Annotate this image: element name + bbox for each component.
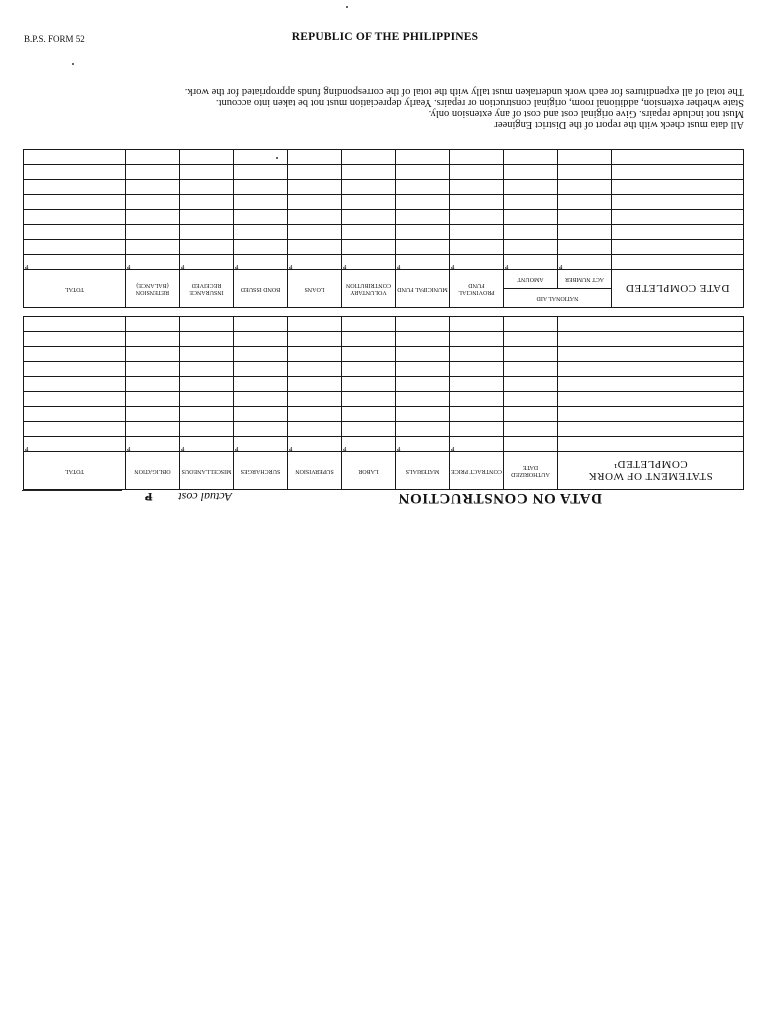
national-aid-header: NATIONAL AID (503, 289, 611, 308)
table-cell (395, 225, 449, 240)
table-cell (395, 195, 449, 210)
table-row (23, 210, 743, 225)
table-cell (558, 437, 744, 452)
peso-cell: ₱ (450, 437, 504, 452)
form-notes (24, 86, 744, 130)
table-row (24, 377, 744, 392)
table-row (24, 437, 744, 452)
table-cell (126, 377, 180, 392)
peso-cell: ₱ (287, 255, 341, 270)
table-cell (180, 392, 234, 407)
table-cell (179, 165, 233, 180)
table-cell (180, 347, 234, 362)
table-cell (125, 210, 179, 225)
table-cell (180, 422, 234, 437)
col-total: TOTAL (24, 452, 126, 490)
table-cell (287, 225, 341, 240)
table-cell (395, 210, 449, 225)
table-cell (504, 407, 558, 422)
peso-cell: ₱ (395, 255, 449, 270)
table-cell (125, 225, 179, 240)
table-cell (341, 225, 395, 240)
table-cell (179, 150, 233, 165)
peso-cell: ₱ (558, 255, 612, 270)
table-cell (234, 317, 288, 332)
table-cell (449, 165, 503, 180)
table-cell (234, 332, 288, 347)
table-cell (233, 150, 287, 165)
peso-cell: ₱ (23, 255, 125, 270)
table-cell (288, 317, 342, 332)
table-cell (450, 317, 504, 332)
table-row (23, 150, 743, 165)
table-cell (126, 332, 180, 347)
table-cell (449, 210, 503, 225)
table-cell (342, 332, 396, 347)
form-number: B.P.S. FORM 52 (24, 34, 85, 44)
table-cell (612, 225, 744, 240)
table-cell (24, 422, 126, 437)
col-total: TOTAL (23, 270, 125, 308)
table-cell (558, 422, 744, 437)
table-cell (449, 180, 503, 195)
table-cell (288, 422, 342, 437)
note-line: All data must check with the report of the District Engineer (494, 119, 744, 130)
statement-of-work-table (23, 316, 744, 490)
col-provincial-fund: PROVINCIAL FUND (449, 270, 503, 308)
table-cell (179, 180, 233, 195)
table-cell (180, 377, 234, 392)
table-cell (287, 210, 341, 225)
table-cell (342, 407, 396, 422)
table-cell (504, 377, 558, 392)
table-cell (395, 150, 449, 165)
table-row (23, 195, 743, 210)
table-cell (342, 377, 396, 392)
republic-heading: REPUBLIC OF THE PHILIPPINES (291, 31, 479, 43)
table-row (23, 240, 743, 255)
col-authorized-date: AUTHORIZED DATE (504, 452, 558, 490)
table-cell (288, 362, 342, 377)
table-cell (504, 422, 558, 437)
table-cell (233, 210, 287, 225)
table-row (23, 225, 743, 240)
table-cell (612, 195, 744, 210)
table-cell (287, 165, 341, 180)
table-cell (180, 407, 234, 422)
table-cell (396, 407, 450, 422)
table-cell (233, 225, 287, 240)
table-row (23, 165, 743, 180)
table-cell (396, 347, 450, 362)
col-miscellaneous: MISCELLANEOUS (180, 452, 234, 490)
peso-cell: ₱ (233, 255, 287, 270)
table-cell (233, 240, 287, 255)
table-cell (126, 317, 180, 332)
peso-cell: ₱ (24, 437, 126, 452)
col-supervision: SUPERVISION (288, 452, 342, 490)
table-cell (396, 392, 450, 407)
col-contract-price: CONTRACT PRICE (450, 452, 504, 490)
table-cell (287, 195, 341, 210)
table-cell (125, 195, 179, 210)
table-cell (234, 407, 288, 422)
table-cell (503, 180, 557, 195)
table-cell (180, 362, 234, 377)
table-cell (23, 165, 125, 180)
peso-cell: ₱ (179, 255, 233, 270)
table-cell (558, 225, 612, 240)
table-cell (24, 332, 126, 347)
table-cell (24, 377, 126, 392)
col-loans: LOANS (287, 270, 341, 308)
table-cell (558, 195, 612, 210)
note-line: The total of all expenditures for each work undertaken must tally with the total of the corresponding funds appropriated for the work. (184, 86, 744, 97)
table-cell (558, 347, 744, 362)
table-cell (395, 180, 449, 195)
col-labor: LABOR (342, 452, 396, 490)
table-cell (612, 210, 744, 225)
table-cell (342, 392, 396, 407)
table-cell (341, 195, 395, 210)
table-cell (24, 317, 126, 332)
table-cell (234, 347, 288, 362)
peso-cell: ₱ (126, 437, 180, 452)
table-cell (125, 180, 179, 195)
table-cell (396, 422, 450, 437)
table-cell (450, 362, 504, 377)
table-cell (179, 225, 233, 240)
table-cell (503, 210, 557, 225)
table-cell (23, 180, 125, 195)
table-cell (180, 317, 234, 332)
table-cell (612, 180, 744, 195)
table-cell (126, 407, 180, 422)
table-cell (503, 240, 557, 255)
table-cell (450, 332, 504, 347)
peso-cell: ₱ (234, 437, 288, 452)
table-cell (125, 165, 179, 180)
peso-cell: ₱ (449, 255, 503, 270)
table-cell (233, 180, 287, 195)
table-cell (450, 407, 504, 422)
table-cell (341, 165, 395, 180)
col-amount: AMOUNT (503, 270, 557, 289)
col-obligation: OBLIGATION (126, 452, 180, 490)
table-cell (396, 362, 450, 377)
note-line: Must not include repairs. Give original cost and cost of any extension only. (428, 108, 744, 119)
table-cell (450, 347, 504, 362)
actual-cost-label: Actual cost (178, 490, 232, 504)
table-cell (503, 195, 557, 210)
table-cell (180, 332, 234, 347)
table-cell (504, 392, 558, 407)
table-cell (23, 210, 125, 225)
col-retension-balance: RETENSION (BALANCE) (125, 270, 179, 308)
table-cell (233, 165, 287, 180)
table-cell (342, 317, 396, 332)
table-cell (234, 422, 288, 437)
table-cell (449, 225, 503, 240)
table-cell (504, 437, 558, 452)
table-cell (503, 225, 557, 240)
col-surcharges: SURCHARGES (234, 452, 288, 490)
table-cell (24, 392, 126, 407)
table-cell (558, 317, 744, 332)
table-cell (287, 180, 341, 195)
table-row (24, 347, 744, 362)
table-cell (504, 317, 558, 332)
table-cell (126, 422, 180, 437)
table-cell (558, 407, 744, 422)
table-cell (449, 240, 503, 255)
table-cell (126, 347, 180, 362)
table-cell (287, 240, 341, 255)
table-cell (288, 407, 342, 422)
table-cell (395, 240, 449, 255)
table-cell (395, 165, 449, 180)
table-cell (612, 255, 744, 270)
peso-cell: ₱ (503, 255, 557, 270)
table-cell (449, 195, 503, 210)
table-row (24, 332, 744, 347)
table-cell (233, 195, 287, 210)
table-cell (125, 240, 179, 255)
peso-cell: ₱ (396, 437, 450, 452)
table-cell (234, 362, 288, 377)
table-cell (612, 240, 744, 255)
col-municipal-fund: MUNICIPAL FUND (395, 270, 449, 308)
table-cell (558, 165, 612, 180)
table-cell (287, 150, 341, 165)
table-row (23, 180, 743, 195)
table-cell (179, 195, 233, 210)
col-insurance-received: INSURANCE RECEIVED (179, 270, 233, 308)
table-cell (504, 362, 558, 377)
peso-cell: ₱ (341, 255, 395, 270)
table-cell (23, 225, 125, 240)
statement-of-work-header: STATEMENT OF WORK COMPLETED¹ (558, 452, 744, 490)
table-cell (558, 240, 612, 255)
table-cell (288, 347, 342, 362)
table-cell (23, 195, 125, 210)
table-row (24, 362, 744, 377)
table-cell (341, 210, 395, 225)
table-row (23, 255, 743, 270)
table-cell (234, 377, 288, 392)
table-cell (234, 392, 288, 407)
table-cell (341, 150, 395, 165)
table-row (24, 317, 744, 332)
table-cell (450, 422, 504, 437)
table-cell (612, 150, 744, 165)
table-cell (504, 347, 558, 362)
form-title: DATA ON CONSTRUCTION (398, 490, 602, 506)
col-voluntary-contribution: VOLUNTARY CONTRIBUTION (341, 270, 395, 308)
table-cell (125, 150, 179, 165)
table-cell (24, 362, 126, 377)
table-cell (23, 240, 125, 255)
table-row (24, 407, 744, 422)
table-cell (179, 210, 233, 225)
peso-cell: ₱ (342, 437, 396, 452)
table-cell (342, 422, 396, 437)
table-cell (179, 240, 233, 255)
table-cell (288, 332, 342, 347)
table-cell (24, 347, 126, 362)
table-cell (558, 377, 744, 392)
table-cell (341, 240, 395, 255)
table-cell (558, 362, 744, 377)
table-cell (288, 392, 342, 407)
table-cell (341, 180, 395, 195)
table-cell (612, 165, 744, 180)
actual-cost-currency: ₱ (145, 490, 153, 504)
table-cell (558, 210, 612, 225)
date-completed-header: DATE COMPLETED (612, 270, 744, 308)
table-cell (449, 150, 503, 165)
col-act-number: ACT NUMBER (558, 270, 612, 289)
table-cell (396, 317, 450, 332)
actual-cost (145, 489, 232, 504)
table-cell (396, 377, 450, 392)
table-cell (503, 165, 557, 180)
table-cell (504, 332, 558, 347)
note-line: State whether extension, additional room, original construction or repairs. Yearly depreciation must not be taken into account. (215, 97, 744, 108)
table-cell (450, 377, 504, 392)
table-cell (503, 150, 557, 165)
col-materials: MATERIALS (396, 452, 450, 490)
table-cell (450, 392, 504, 407)
table-cell (558, 180, 612, 195)
peso-cell: ₱ (288, 437, 342, 452)
table-cell (558, 150, 612, 165)
table-cell (24, 407, 126, 422)
table-cell (288, 377, 342, 392)
table-cell (126, 362, 180, 377)
table-cell (558, 332, 744, 347)
date-completed-table (23, 149, 744, 308)
table-cell (126, 392, 180, 407)
peso-cell: ₱ (125, 255, 179, 270)
table-cell (558, 392, 744, 407)
table-row (24, 422, 744, 437)
table-cell (342, 362, 396, 377)
table-cell (396, 332, 450, 347)
actual-cost-line (22, 490, 122, 491)
table-cell (23, 150, 125, 165)
table-cell (342, 347, 396, 362)
col-bond-issued: BOND ISSUED (233, 270, 287, 308)
peso-cell: ₱ (180, 437, 234, 452)
table-row (24, 392, 744, 407)
